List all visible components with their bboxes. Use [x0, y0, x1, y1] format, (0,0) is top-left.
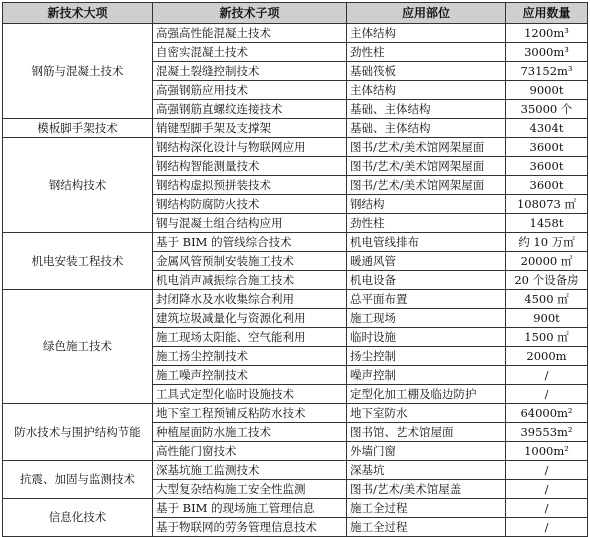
quantity-cell: /: [506, 461, 588, 480]
application-part-cell: 临时设施: [347, 328, 506, 347]
application-part-cell: 图书/艺术/美术馆屋盖: [347, 480, 506, 499]
subitem-cell: 钢结构虚拟预拼装技术: [153, 176, 347, 195]
application-part-cell: 图书/艺术/美术馆网架屋面: [347, 157, 506, 176]
application-part-cell: 地下室防水: [347, 404, 506, 423]
subitem-cell: 金属风管预制安装施工技术: [153, 252, 347, 271]
quantity-cell: 4304t: [506, 119, 588, 138]
category-cell: 钢结构技术: [3, 138, 153, 233]
application-part-cell: 劲性柱: [347, 214, 506, 233]
application-part-cell: 噪声控制: [347, 366, 506, 385]
quantity-cell: 4500 ㎡: [506, 290, 588, 309]
application-part-cell: 扬尘控制: [347, 347, 506, 366]
quantity-cell: /: [506, 385, 588, 404]
application-part-cell: 施工全过程: [347, 518, 506, 537]
subitem-cell: 高性能门窗技术: [153, 442, 347, 461]
quantity-cell: /: [506, 366, 588, 385]
quantity-cell: 39553m²: [506, 423, 588, 442]
application-part-cell: 机电管线排布: [347, 233, 506, 252]
application-part-cell: 基础、主体结构: [347, 100, 506, 119]
table-row: [3, 404, 588, 423]
quantity-cell: 9000t: [506, 81, 588, 100]
quantity-cell: 3600t: [506, 138, 588, 157]
subitem-cell: 施工噪声控制技术: [153, 366, 347, 385]
subitem-cell: 工具式定型化临时设施技术: [153, 385, 347, 404]
application-part-cell: 总平面布置: [347, 290, 506, 309]
application-part-cell: 施工现场: [347, 309, 506, 328]
header-subitem: 新技术子项: [153, 3, 347, 24]
application-part-cell: 施工全过程: [347, 499, 506, 518]
subitem-cell: 高强高性能混凝土技术: [153, 24, 347, 43]
quantity-cell: 900t: [506, 309, 588, 328]
application-part-cell: 深基坑: [347, 461, 506, 480]
application-part-cell: 图书馆、艺术馆屋面: [347, 423, 506, 442]
subitem-cell: 地下室工程预铺反粘防水技术: [153, 404, 347, 423]
subitem-cell: 机电消声减振综合施工技术: [153, 271, 347, 290]
quantity-cell: 3600t: [506, 176, 588, 195]
category-cell: 信息化技术: [3, 499, 153, 537]
category-cell: 防水技术与围护结构节能: [3, 404, 153, 461]
application-part-cell: 基础、主体结构: [347, 119, 506, 138]
header-category: 新技术大项: [3, 3, 153, 24]
subitem-cell: 封闭降水及水收集综合利用: [153, 290, 347, 309]
table-row: [3, 290, 588, 309]
table-row: [3, 24, 588, 43]
application-part-cell: 基础筏板: [347, 62, 506, 81]
category-cell: 钢筋与混凝土技术: [3, 24, 153, 119]
quantity-cell: 64000m²: [506, 404, 588, 423]
table-row: [3, 499, 588, 518]
category-cell: 机电安装工程技术: [3, 233, 153, 290]
application-part-cell: 钢结构: [347, 195, 506, 214]
subitem-cell: 销键型脚手架及支撑架: [153, 119, 347, 138]
application-part-cell: 图书/艺术/美术馆网架屋面: [347, 138, 506, 157]
header-quantity: 应用数量: [506, 3, 588, 24]
subitem-cell: 基于 BIM 的管线综合技术: [153, 233, 347, 252]
category-cell: 模板脚手架技术: [3, 119, 153, 138]
quantity-cell: 1200m³: [506, 24, 588, 43]
quantity-cell: 20000 ㎡: [506, 252, 588, 271]
subitem-cell: 钢结构深化设计与物联网应用: [153, 138, 347, 157]
application-part-cell: 定型化加工棚及临边防护: [347, 385, 506, 404]
quantity-cell: 2000m: [506, 347, 588, 366]
application-part-cell: 主体结构: [347, 24, 506, 43]
quantity-cell: 1000m²: [506, 442, 588, 461]
subitem-cell: 大型复杂结构施工安全性监测: [153, 480, 347, 499]
subitem-cell: 基于 BIM 的现场施工管理信息: [153, 499, 347, 518]
subitem-cell: 混凝土裂缝控制技术: [153, 62, 347, 81]
application-part-cell: 图书/艺术/美术馆网架屋面: [347, 176, 506, 195]
category-cell: 绿色施工技术: [3, 290, 153, 404]
subitem-cell: 建筑垃圾减量化与资源化利用: [153, 309, 347, 328]
quantity-cell: 1458t: [506, 214, 588, 233]
quantity-cell: /: [506, 499, 588, 518]
subitem-cell: 施工现场太阳能、空气能利用: [153, 328, 347, 347]
subitem-cell: 施工扬尘控制技术: [153, 347, 347, 366]
quantity-cell: 20 个设备房: [506, 271, 588, 290]
application-part-cell: 暖通风管: [347, 252, 506, 271]
quantity-cell: 约 10 万㎡: [506, 233, 588, 252]
quantity-cell: /: [506, 480, 588, 499]
table-row: [3, 138, 588, 157]
quantity-cell: 73152m³: [506, 62, 588, 81]
table-body: [3, 24, 588, 537]
application-part-cell: 主体结构: [347, 81, 506, 100]
quantity-cell: 3000m³: [506, 43, 588, 62]
quantity-cell: 108073 ㎡: [506, 195, 588, 214]
quantity-cell: 3600t: [506, 157, 588, 176]
new-technology-table: [2, 2, 588, 537]
table-row: [3, 233, 588, 252]
category-cell: 抗震、加固与监测技术: [3, 461, 153, 499]
subitem-cell: 高强钢筋应用技术: [153, 81, 347, 100]
application-part-cell: 机电设备: [347, 271, 506, 290]
quantity-cell: 1500 ㎡: [506, 328, 588, 347]
header-application-part: 应用部位: [347, 3, 506, 24]
subitem-cell: 钢结构防腐防火技术: [153, 195, 347, 214]
subitem-cell: 自密实混凝土技术: [153, 43, 347, 62]
subitem-cell: 种植屋面防水施工技术: [153, 423, 347, 442]
table-container: [2, 2, 588, 537]
header-row: [3, 3, 588, 24]
table-row: [3, 461, 588, 480]
quantity-cell: /: [506, 518, 588, 537]
subitem-cell: 钢结构智能测量技术: [153, 157, 347, 176]
subitem-cell: 基于物联网的劳务管理信息技术: [153, 518, 347, 537]
subitem-cell: 深基坑施工监测技术: [153, 461, 347, 480]
subitem-cell: 高强钢筋直螺纹连接技术: [153, 100, 347, 119]
application-part-cell: 劲性柱: [347, 43, 506, 62]
table-row: [3, 119, 588, 138]
quantity-cell: 35000 个: [506, 100, 588, 119]
subitem-cell: 钢与混凝土组合结构应用: [153, 214, 347, 233]
application-part-cell: 外墙门窗: [347, 442, 506, 461]
